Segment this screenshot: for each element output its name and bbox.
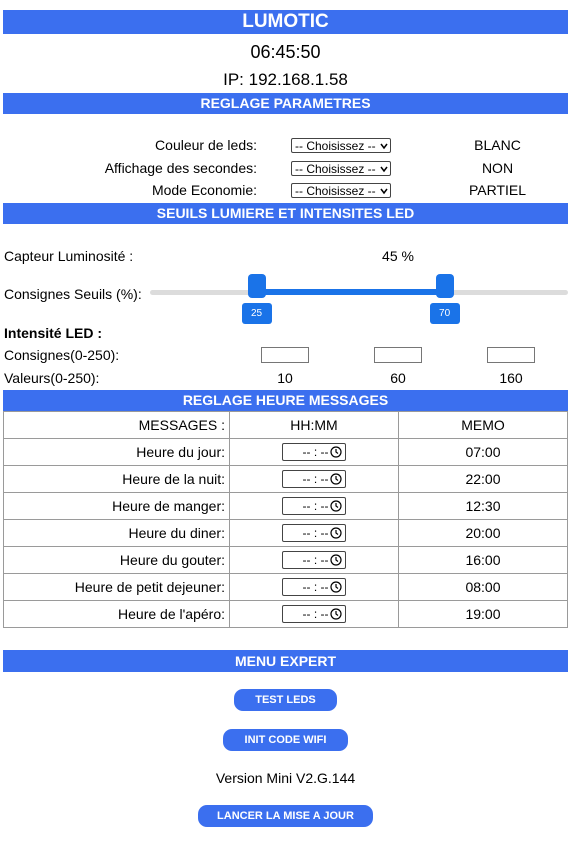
consignes-label: Consignes(0-250): [4, 347, 120, 363]
message-label: Heure de petit dejeuner: [4, 574, 230, 601]
clock-icon[interactable] [330, 473, 342, 485]
section-expert-title: MENU EXPERT [234, 653, 337, 669]
time-input-placeholder: -- : -- [302, 607, 329, 622]
clock-icon[interactable] [330, 581, 342, 593]
time-input-placeholder: -- : -- [302, 499, 329, 514]
chevron-down-icon [380, 165, 388, 173]
time-input-placeholder: -- : -- [302, 553, 329, 568]
clock-icon[interactable] [330, 554, 342, 566]
message-memo: 20:00 [399, 520, 568, 547]
threshold-range-slider[interactable] [150, 275, 568, 325]
section-messages [3, 390, 568, 411]
header-messages: MESSAGES : [4, 412, 230, 439]
slider-low-tooltip: 25 [242, 303, 272, 324]
clock-icon[interactable] [330, 608, 342, 620]
seconds-select-text: -- Choisissez -- [295, 162, 376, 176]
valeur-3: 160 [499, 370, 523, 386]
message-label: Heure de la nuit: [4, 466, 230, 493]
table-header-row [4, 412, 568, 439]
message-memo: 22:00 [399, 466, 568, 493]
header-hhmm: HH:MM [230, 412, 399, 439]
eco-select-text: -- Choisissez -- [295, 184, 376, 198]
clock-icon[interactable] [330, 527, 342, 539]
chevron-down-icon [380, 187, 388, 195]
test-leds-button[interactable]: TEST LEDS [234, 689, 337, 711]
section-params-title: REGLAGE PARAMETRES [200, 95, 371, 111]
message-label: Heure du jour: [4, 439, 230, 466]
version-text: Version Mini V2.G.144 [215, 770, 356, 786]
message-memo: 19:00 [399, 601, 568, 628]
ip-address: IP: 192.168.1.58 [223, 70, 348, 89]
section-thresholds [3, 203, 568, 224]
time-input[interactable] [282, 605, 346, 623]
led-intensity-title: Intensité LED : [4, 325, 103, 341]
header-memo: MEMO [399, 412, 568, 439]
time-input-placeholder: -- : -- [302, 472, 329, 487]
message-label: Heure de manger: [4, 493, 230, 520]
param-label-eco: Mode Economie: [151, 182, 257, 198]
led-color-select[interactable] [291, 138, 391, 153]
consigne-input-3[interactable] [487, 347, 535, 363]
clock: 06:45:50 [250, 42, 321, 62]
message-memo: 07:00 [399, 439, 568, 466]
update-button[interactable]: LANCER LA MISE A JOUR [198, 805, 373, 827]
param-value-seconds: NON [481, 160, 514, 176]
time-input[interactable] [282, 443, 346, 461]
message-memo: 12:30 [399, 493, 568, 520]
led-color-select-text: -- Choisissez -- [295, 139, 376, 153]
table-row [4, 439, 568, 466]
valeurs-label: Valeurs(0-250): [4, 370, 100, 386]
time-input-placeholder: -- : -- [302, 445, 329, 460]
table-row [4, 601, 568, 628]
consigne-input-2[interactable] [374, 347, 422, 363]
table-row [4, 547, 568, 574]
app-title: LUMOTIC [242, 11, 329, 32]
thresholds-label: Consignes Seuils (%): [4, 286, 142, 302]
section-messages-title: REGLAGE HEURE MESSAGES [182, 392, 389, 408]
time-input[interactable] [282, 524, 346, 542]
section-params [3, 93, 568, 114]
eco-select[interactable] [291, 183, 391, 198]
time-input[interactable] [282, 497, 346, 515]
consigne-input-1[interactable] [261, 347, 309, 363]
time-input[interactable] [282, 578, 346, 596]
param-label-seconds: Affichage des secondes: [104, 160, 257, 176]
time-input[interactable] [282, 551, 346, 569]
table-row [4, 493, 568, 520]
message-label: Heure du diner: [4, 520, 230, 547]
table-row [4, 574, 568, 601]
chevron-down-icon [380, 142, 388, 150]
message-memo: 16:00 [399, 547, 568, 574]
message-label: Heure de l'apéro: [4, 601, 230, 628]
messages-table [3, 411, 568, 628]
time-input-placeholder: -- : -- [302, 526, 329, 541]
slider-selected-range [257, 289, 445, 295]
slider-high-tooltip: 70 [430, 303, 460, 324]
message-label: Heure du gouter: [4, 547, 230, 574]
param-value-led-color: BLANC [474, 137, 521, 153]
valeur-1: 10 [277, 370, 293, 386]
valeur-2: 60 [390, 370, 406, 386]
clock-icon[interactable] [330, 500, 342, 512]
time-input[interactable] [282, 470, 346, 488]
slider-handle-high[interactable] [436, 274, 454, 298]
section-expert [3, 650, 568, 672]
app-title-bar [3, 10, 568, 34]
table-row [4, 466, 568, 493]
clock-icon[interactable] [330, 446, 342, 458]
seconds-select[interactable] [291, 161, 391, 176]
section-thresholds-title: SEUILS LUMIERE ET INTENSITES LED [156, 205, 415, 221]
init-wifi-button[interactable]: INIT CODE WIFI [223, 729, 348, 751]
time-input-placeholder: -- : -- [302, 580, 329, 595]
param-label-led-color: Couleur de leds: [155, 137, 257, 153]
slider-handle-low[interactable] [248, 274, 266, 298]
sensor-value: 45 % [382, 248, 414, 264]
table-row [4, 520, 568, 547]
sensor-label: Capteur Luminosité : [4, 248, 134, 264]
param-value-eco: PARTIEL [468, 182, 527, 198]
message-memo: 08:00 [399, 574, 568, 601]
